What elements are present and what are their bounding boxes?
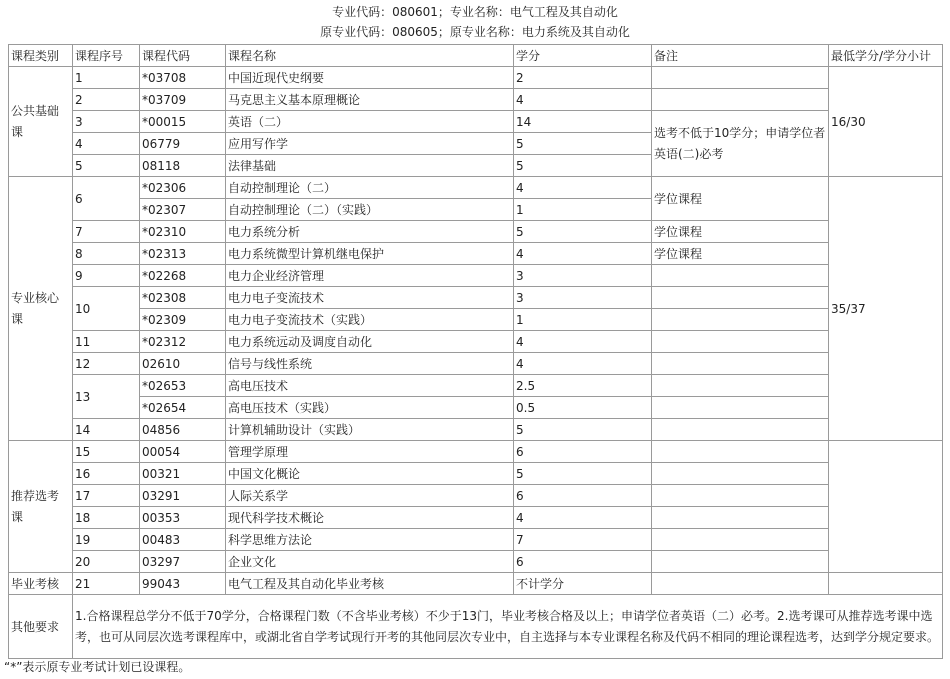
name-cell: 高电压技术（实践） — [226, 397, 514, 419]
footnote: “*”表示原专业考试计划已设课程。 — [4, 660, 191, 674]
code-cell: *02308 — [140, 287, 226, 309]
seq-cell: 13 — [73, 375, 140, 419]
credit-cell: 0.5 — [514, 397, 652, 419]
table-row — [9, 177, 943, 199]
note-cell — [652, 375, 829, 397]
code-cell: *02654 — [140, 397, 226, 419]
page-header — [0, 0, 950, 42]
credit-cell: 6 — [514, 485, 652, 507]
credit-cell: 3 — [514, 287, 652, 309]
table-row — [9, 221, 943, 243]
note-cell — [652, 507, 829, 529]
name-cell: 电力电子变流技术（实践） — [226, 309, 514, 331]
seq-cell: 18 — [73, 507, 140, 529]
category-core: 专业核心课 — [9, 177, 73, 441]
table-row — [9, 353, 943, 375]
name-cell: 计算机辅助设计（实践） — [226, 419, 514, 441]
name-cell: 电力系统微型计算机继电保护 — [226, 243, 514, 265]
code-cell: *00015 — [140, 111, 226, 133]
credit-cell: 4 — [514, 331, 652, 353]
table-row — [9, 463, 943, 485]
seq-cell: 9 — [73, 265, 140, 287]
col-header-credit: 学分 — [514, 45, 652, 67]
code-cell: 08118 — [140, 155, 226, 177]
seq-cell: 15 — [73, 441, 140, 463]
col-header-note: 备注 — [652, 45, 829, 67]
credit-cell: 不计学分 — [514, 573, 652, 595]
code-cell: 99043 — [140, 573, 226, 595]
code-cell: *02309 — [140, 309, 226, 331]
code-cell: 03297 — [140, 551, 226, 573]
seq-cell: 11 — [73, 331, 140, 353]
code-cell: *02306 — [140, 177, 226, 199]
code-cell: 06779 — [140, 133, 226, 155]
table-row — [9, 375, 943, 397]
code-cell: 00321 — [140, 463, 226, 485]
note-cell — [652, 265, 829, 287]
name-cell: 电力系统远动及调度自动化 — [226, 331, 514, 353]
name-cell: 马克思主义基本原理概论 — [226, 89, 514, 111]
code-cell: 04856 — [140, 419, 226, 441]
code-cell: *02313 — [140, 243, 226, 265]
seq-cell: 6 — [73, 177, 140, 221]
credit-cell: 1 — [514, 199, 652, 221]
credit-cell: 4 — [514, 177, 652, 199]
credit-cell: 5 — [514, 133, 652, 155]
name-cell: 自动控制理论（二）（实践） — [226, 199, 514, 221]
code-cell: *02312 — [140, 331, 226, 353]
seq-cell: 7 — [73, 221, 140, 243]
name-cell: 信号与线性系统 — [226, 353, 514, 375]
credit-cell: 4 — [514, 507, 652, 529]
code-cell: 00483 — [140, 529, 226, 551]
code-cell: 02610 — [140, 353, 226, 375]
code-cell: *02307 — [140, 199, 226, 221]
table-row — [9, 331, 943, 353]
note-cell — [652, 89, 829, 111]
note-cell — [652, 419, 829, 441]
code-cell: *02268 — [140, 265, 226, 287]
seq-cell: 19 — [73, 529, 140, 551]
other-requirements-text: 1.合格课程总学分不低于70学分，合格课程门数（不含毕业考核）不少于13门，毕业考核合格及以上；申请学位者英语（二）必考。2.选考课可从推荐选考课中选考，也可从同层次选考课程库中，或湖北省自学考试现行开考的其他同层次专业中，自主选择与本专业课程名称及代码不相同的理论课程选考，达到学分规定要求。 — [73, 595, 943, 659]
note-cell — [652, 397, 829, 419]
seq-cell: 3 — [73, 111, 140, 133]
credit-cell: 7 — [514, 529, 652, 551]
table-row — [9, 287, 943, 309]
seq-cell: 5 — [73, 155, 140, 177]
credit-cell: 1 — [514, 309, 652, 331]
name-cell: 电气工程及其自动化毕业考核 — [226, 573, 514, 595]
table-row — [9, 397, 943, 419]
seq-cell: 8 — [73, 243, 140, 265]
name-cell: 英语（二） — [226, 111, 514, 133]
name-cell: 科学思维方法论 — [226, 529, 514, 551]
note-cell — [652, 441, 829, 463]
note-cell — [652, 67, 829, 89]
note-cell — [652, 309, 829, 331]
name-cell: 人际关系学 — [226, 485, 514, 507]
credit-cell: 2 — [514, 67, 652, 89]
name-cell: 电力企业经济管理 — [226, 265, 514, 287]
note-degree: 学位课程 — [652, 243, 829, 265]
credit-cell: 4 — [514, 353, 652, 375]
subtotal-elective — [829, 441, 943, 573]
name-cell: 电力系统分析 — [226, 221, 514, 243]
name-cell: 应用写作学 — [226, 133, 514, 155]
table-row — [9, 265, 943, 287]
category-elective: 推荐选考课 — [9, 441, 73, 573]
col-header-subtotal: 最低学分/学分小计 — [829, 45, 943, 67]
credit-cell: 5 — [514, 419, 652, 441]
table-row — [9, 111, 943, 133]
table-row — [9, 529, 943, 551]
credit-cell: 5 — [514, 463, 652, 485]
seq-cell: 2 — [73, 89, 140, 111]
seq-cell: 17 — [73, 485, 140, 507]
credit-cell: 2.5 — [514, 375, 652, 397]
col-header-seq: 课程序号 — [73, 45, 140, 67]
course-plan-table — [8, 44, 943, 659]
seq-cell: 21 — [73, 573, 140, 595]
name-cell: 现代科学技术概论 — [226, 507, 514, 529]
credit-cell: 4 — [514, 89, 652, 111]
note-cell — [652, 551, 829, 573]
table-row — [9, 507, 943, 529]
table-row — [9, 309, 943, 331]
table-row — [9, 89, 943, 111]
table-row — [9, 485, 943, 507]
name-cell: 电力电子变流技术 — [226, 287, 514, 309]
seq-cell: 14 — [73, 419, 140, 441]
code-cell: 00054 — [140, 441, 226, 463]
category-other: 其他要求 — [9, 595, 73, 659]
code-cell: 00353 — [140, 507, 226, 529]
note-cell — [652, 331, 829, 353]
code-cell: *03708 — [140, 67, 226, 89]
seq-cell: 4 — [73, 133, 140, 155]
note-degree: 学位课程 — [652, 221, 829, 243]
note-cell — [652, 353, 829, 375]
note-degree: 学位课程 — [652, 177, 829, 221]
name-cell: 中国文化概论 — [226, 463, 514, 485]
code-cell: *02653 — [140, 375, 226, 397]
table-header-row — [9, 45, 943, 67]
credit-cell: 5 — [514, 155, 652, 177]
name-cell: 中国近现代史纲要 — [226, 67, 514, 89]
table-row — [9, 595, 943, 659]
credit-cell: 6 — [514, 441, 652, 463]
note-cell — [652, 287, 829, 309]
credit-cell: 14 — [514, 111, 652, 133]
credit-cell: 6 — [514, 551, 652, 573]
code-cell: *02310 — [140, 221, 226, 243]
table-row — [9, 551, 943, 573]
col-header-code: 课程代码 — [140, 45, 226, 67]
seq-cell: 16 — [73, 463, 140, 485]
credit-cell: 5 — [514, 221, 652, 243]
code-cell: *03709 — [140, 89, 226, 111]
subtotal-public: 16/30 — [829, 67, 943, 177]
category-exam: 毕业考核 — [9, 573, 73, 595]
table-row — [9, 67, 943, 89]
subtotal-exam — [829, 573, 943, 595]
seq-cell: 12 — [73, 353, 140, 375]
code-cell: 03291 — [140, 485, 226, 507]
name-cell: 企业文化 — [226, 551, 514, 573]
note-english: 选考不低于10学分；申请学位者英语(二)必考 — [652, 111, 829, 177]
credit-cell: 3 — [514, 265, 652, 287]
table-row — [9, 419, 943, 441]
table-row — [9, 573, 943, 595]
note-cell — [652, 573, 829, 595]
note-cell — [652, 529, 829, 551]
major-line: 专业代码：080601；专业名称：电气工程及其自动化 — [332, 5, 618, 19]
original-major-line: 原专业代码：080605；原专业名称：电力系统及其自动化 — [320, 25, 630, 39]
table-row — [9, 243, 943, 265]
seq-cell: 10 — [73, 287, 140, 331]
table-row — [9, 441, 943, 463]
seq-cell: 20 — [73, 551, 140, 573]
name-cell: 自动控制理论（二） — [226, 177, 514, 199]
note-cell — [652, 463, 829, 485]
name-cell: 管理学原理 — [226, 441, 514, 463]
note-cell — [652, 485, 829, 507]
col-header-category: 课程类别 — [9, 45, 73, 67]
seq-cell: 1 — [73, 67, 140, 89]
col-header-name: 课程名称 — [226, 45, 514, 67]
subtotal-core: 35/37 — [829, 177, 943, 441]
category-public: 公共基础课 — [9, 67, 73, 177]
name-cell: 高电压技术 — [226, 375, 514, 397]
credit-cell: 4 — [514, 243, 652, 265]
name-cell: 法律基础 — [226, 155, 514, 177]
